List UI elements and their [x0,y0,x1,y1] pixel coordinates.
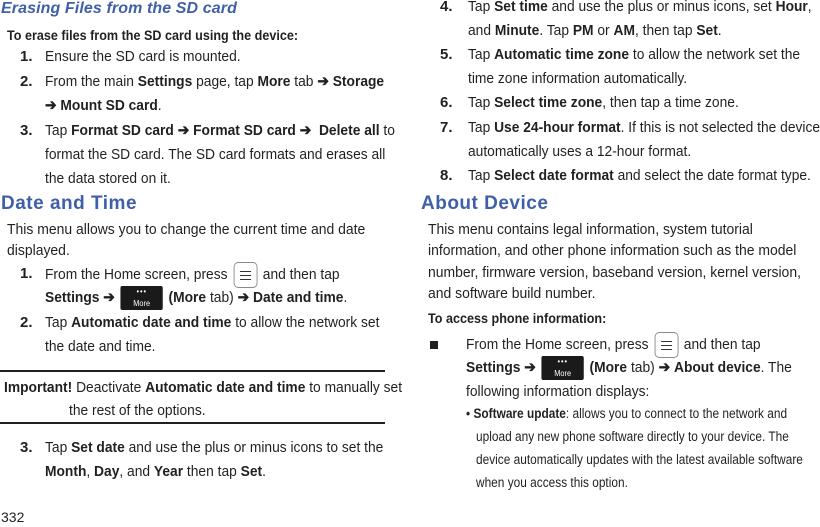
date-time-intro-2: displayed. [7,242,70,259]
menu-key-icon [233,262,257,288]
date-time-step-2: 2. Tap Automatic date and time to allow the network set the date and time. [20,314,380,355]
date-time-step-5: 5. Tap Automatic time zone to allow the network set the time zone information automatically. [440,46,801,87]
date-time-step-7: 7. Tap Use 24-hour format. If this is not selected the device automatically uses a 12-hour format. [440,119,820,160]
erasing-heading: Erasing Files from the SD card [1,0,237,17]
important-note: Important! Deactivate Automatic date and time to manually set the rest of the options. [0,370,385,424]
about-intro-line: This menu contains legal information, system tutorial [428,221,753,238]
erasing-lead: To erase files from the SD card using the device: [7,27,299,43]
software-update-item: • Software update: allows you to connect to the network and upload any new phone software directly to your device. The device automatically updates with the latest available software when you access this option. [466,406,803,490]
date-time-intro-1: This menu allows you to change the current time and date [7,221,366,238]
date-time-step-8: 8. Tap Select date format and select the date format type. [440,167,811,184]
date-time-step-6: 6. Tap Select time zone, then tap a time zone. [440,94,739,111]
erasing-step-1: 1. Ensure the SD card is mounted. [20,48,241,65]
about-lead: To access phone information: [428,310,607,326]
about-intro-line: information, and other phone information such as the model [428,242,797,259]
date-time-step-3: 3. Tap Set date and use the plus or minus icons to set the Month, Day, and Year then tap Set. [20,439,384,480]
more-menu-icon: ••• More [542,356,584,380]
date-time-step-1: 1. From the Home screen, press and then tap Settings ➔ ••• More (More tab) ➔ Date and time. [20,262,385,312]
menu-key-icon [654,332,678,358]
date-time-heading: Date and Time [1,193,138,214]
more-menu-icon: ••• More [121,286,163,310]
erasing-step-3: 3. Tap Format SD card ➔ Format SD card ➔ Delete all to format the SD card. The SD card formats and erases all the data stored on it. [20,122,395,187]
date-time-step-4: 4. Tap Set time and use the plus or minus icons, set Hour, and Minute. Tap PM or AM, then tap Set. [440,0,812,39]
about-intro-line: and software build number. [428,285,596,302]
about-intro-line: number, firmware version, baseband version, kernel version, [428,264,801,281]
erasing-step-2: 2. From the main Settings page, tap More tab ➔ Storage ➔ Mount SD card. [20,73,385,114]
about-device-heading: About Device [421,193,549,214]
square-bullet-icon [430,341,438,349]
page-number: 332 [1,509,25,525]
about-step: From the Home screen, press and then tap Settings ➔ ••• More (More tab) ➔ About device. The following information displays: [428,332,800,404]
